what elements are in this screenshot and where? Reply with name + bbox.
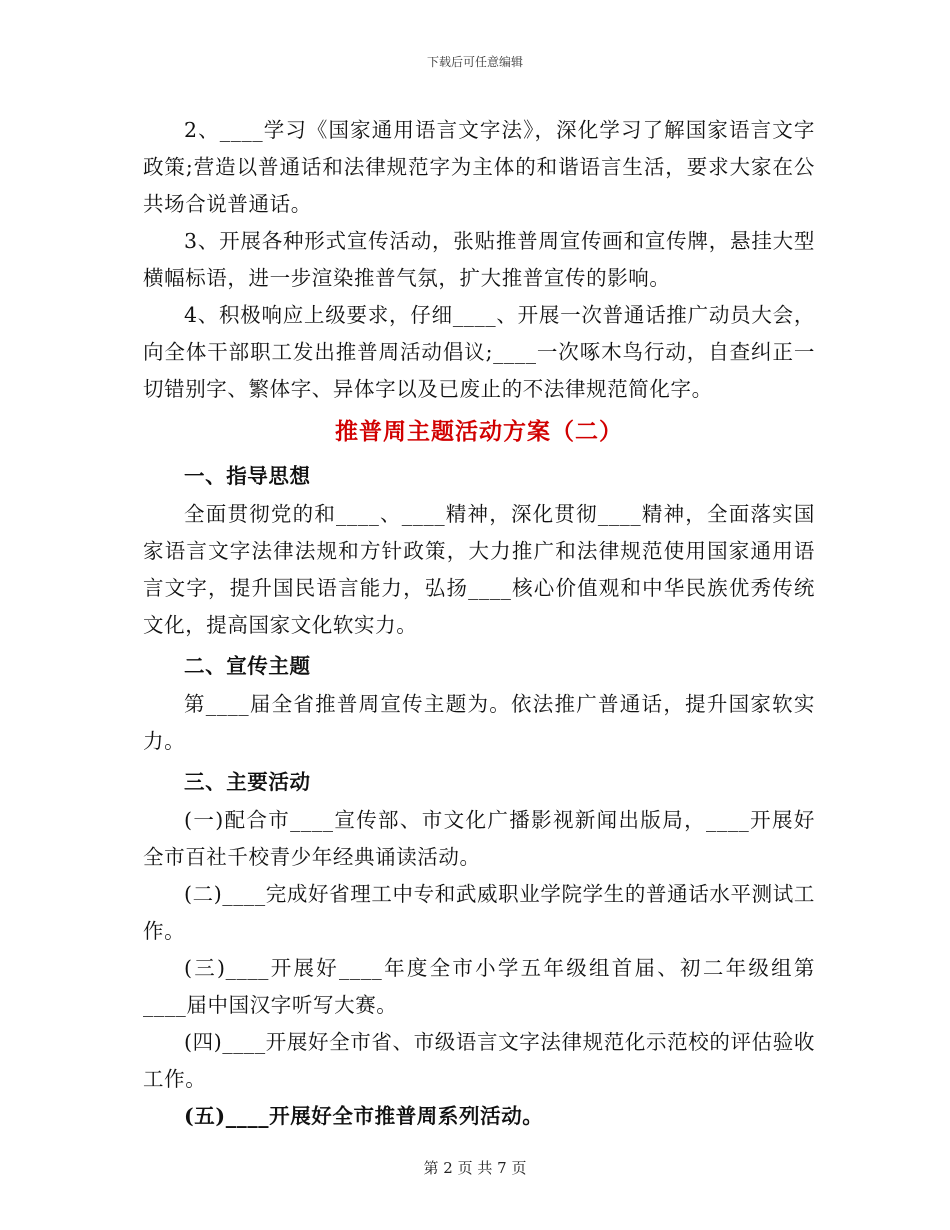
paragraph-publicity-theme: 第____届全省推普周宣传主题为。依法推广普通话，提升国家软实力。 [143,692,815,753]
paragraph-item-3: 3、开展各种形式宣传活动，张贴推普周宣传画和宣传牌，悬挂大型横幅标语，进一步渲染推普气氛，扩大推普宣传的影响。 [143,229,815,290]
paragraph-item-4: 4、积极响应上级要求，仔细____、开展一次普通话推广动员大会，向全体干部职工发出推普周活动倡议;____一次啄木鸟行动，自查纠正一切错别字、繁体字、异体字以及已废止的不法律规范简化字。 [143,303,815,401]
page-number: 第 2 页 共 7 页 [423,1159,527,1177]
heading-main-activities: 三、主要活动 [184,770,311,794]
paragraph-item-2: 2、____学习《国家通用语言文字法》，深化学习了解国家语言文字政策;营造以普通话和法律规范字为主体的和谐语言生活，要求大家在公共场合说普通话。 [143,118,815,216]
heading-guiding-thought: 一、指导思想 [184,464,311,488]
activity-item-2: (二)____完成好省理工中专和武威职业学院学生的普通话水平测试工作。 [143,882,815,943]
activity-item-5: (五)____开展好全市推普周系列活动。 [184,1104,544,1128]
activity-item-1: (一)配合市____宣传部、市文化广播影视新闻出版局，____开展好全市百社千校青少年经典诵读活动。 [143,808,815,869]
page-header-note: 下载后可任意编辑 [426,55,523,69]
heading-publicity-theme: 二、宣传主题 [184,654,311,678]
paragraph-guiding-thought: 全面贯彻党的和____、____精神，深化贯彻____精神，全面落实国家语言文字法律法规和方针政策，大力推广和法律规范使用国家通用语言文字，提升国民语言能力，弘扬____核心价值观和中华民族优秀传统文化，提高国家文化软实力。 [143,502,815,637]
activity-item-3: (三)____开展好____年度全市小学五年级组首届、初二年级组第____届中国汉字听写大赛。 [143,956,815,1017]
activity-item-4: (四)____开展好全市省、市级语言文字法律规范化示范校的评估验收工作。 [143,1030,815,1091]
document-body [143,112,815,1135]
section-title: 推普周主题活动方案（二） [335,418,623,445]
